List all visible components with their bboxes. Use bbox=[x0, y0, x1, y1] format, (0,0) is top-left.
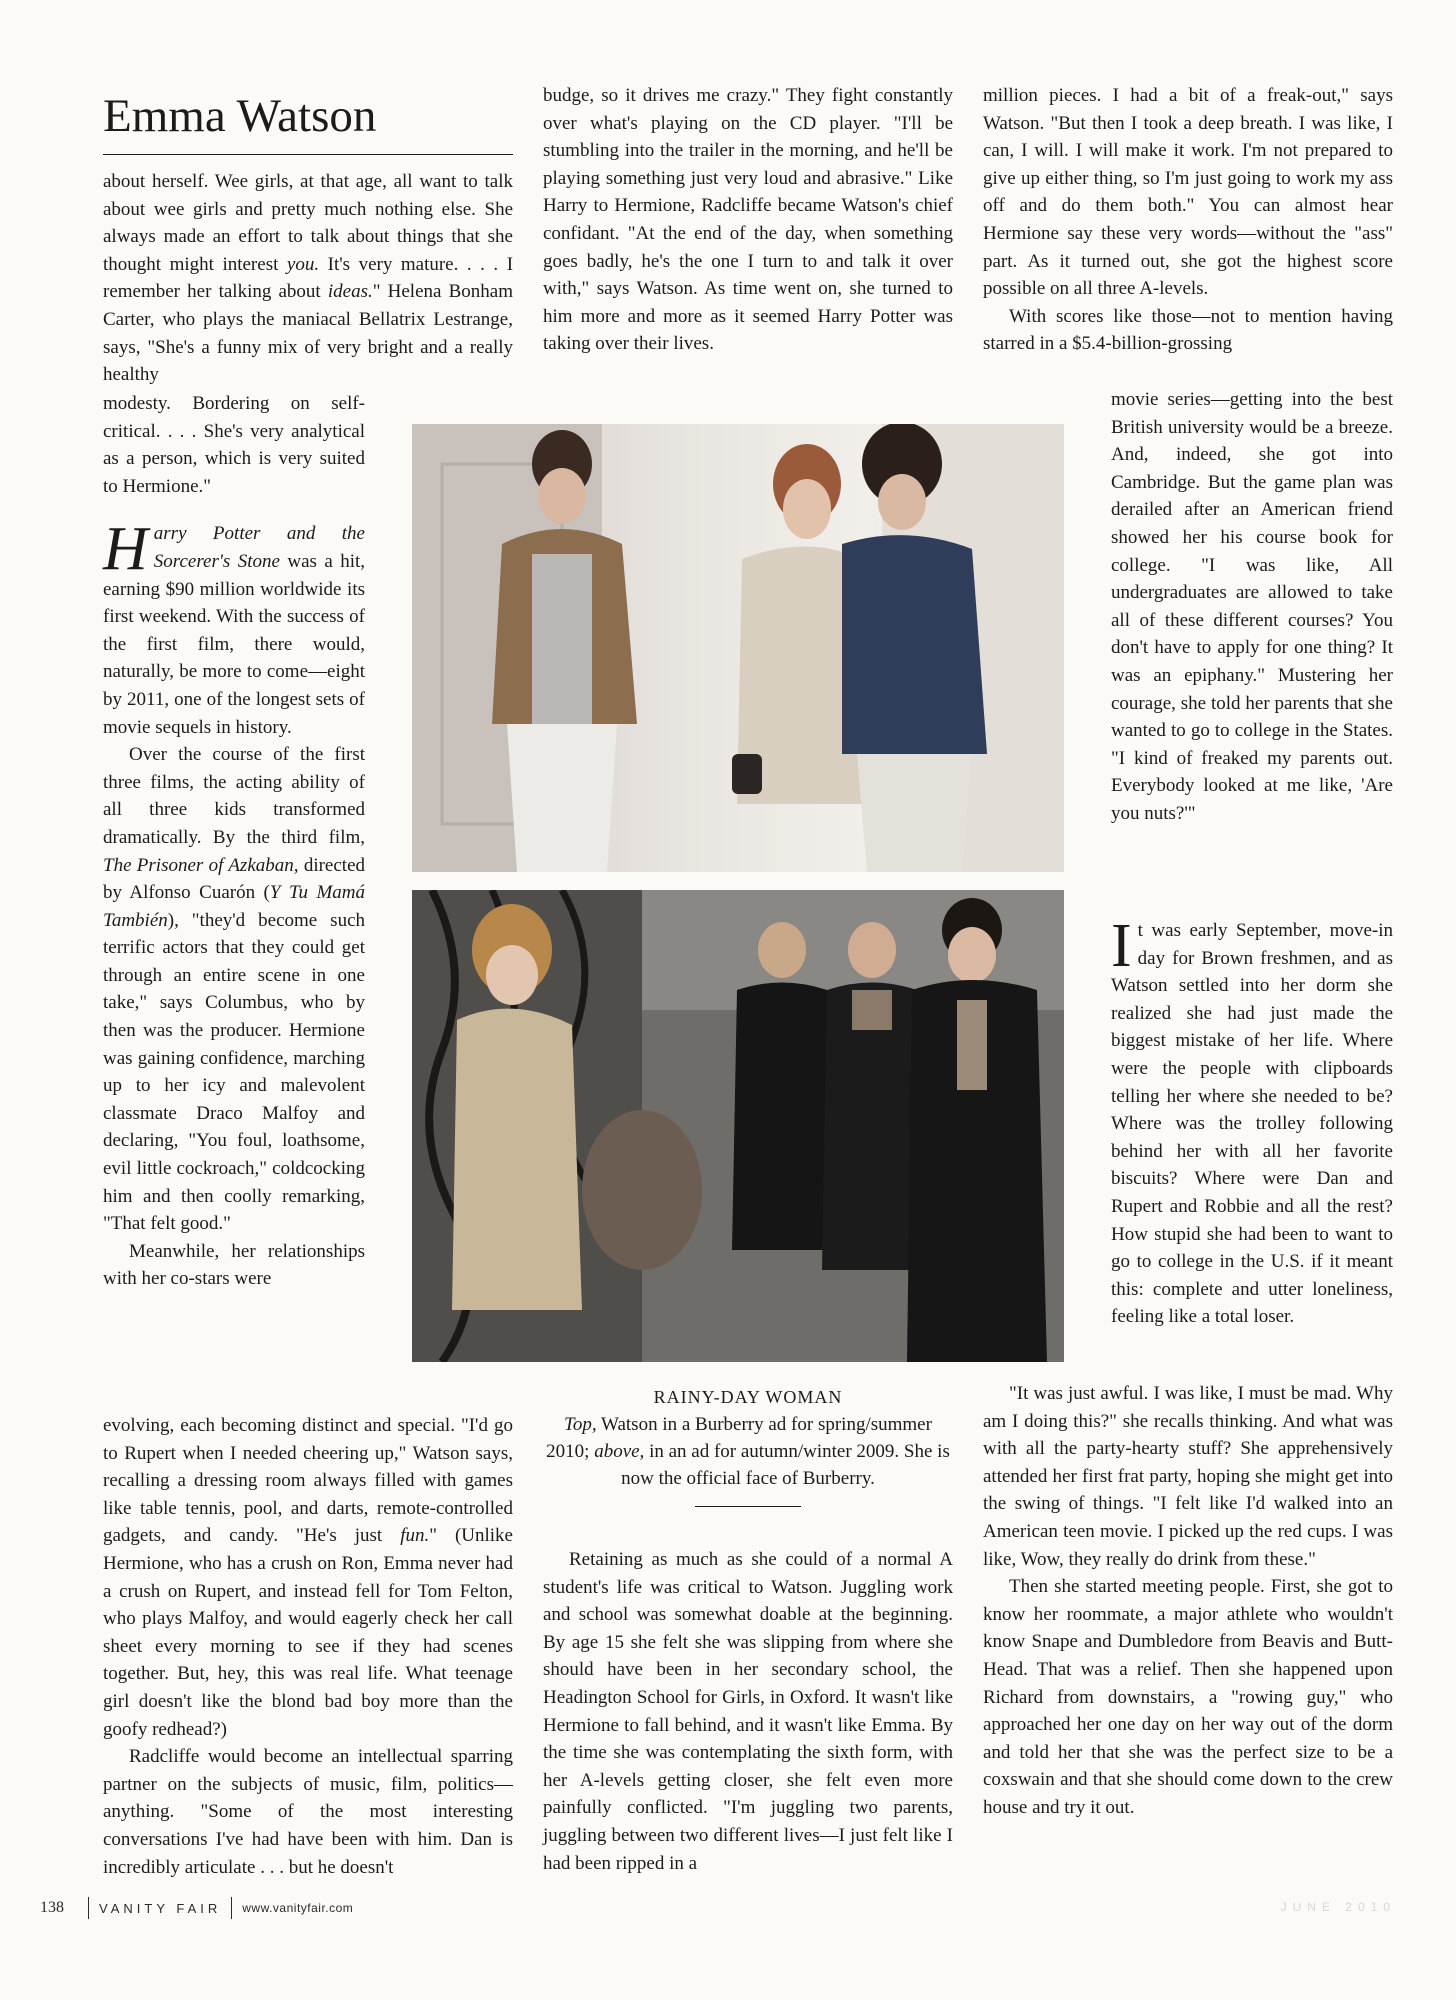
text-em: The Prisoner of Azkaban, bbox=[103, 854, 299, 876]
text-run: in an ad for autumn/winter 2009. She is now the official face of Burberry. bbox=[621, 1441, 950, 1489]
article-title: Emma Watson bbox=[103, 88, 513, 155]
paragraph: budge, so it drives me crazy." They fight constantly over what's playing on the CD player. "I'll be stumbling into the trailer in the morning, and he'll be playing something just very loud and abrasive." Like Harry to Hermione, Radcliffe became Watson's chief confidant. "At the end of the day, when something goes badly, he's the one I turn to and talk it over with," says Watson. As time went on, she turned to him more and more as it seemed Harry Potter was taking over their lives. bbox=[543, 85, 953, 355]
column-2-top-text bbox=[543, 82, 953, 358]
caption-headline: RAINY-DAY WOMAN bbox=[653, 1387, 843, 1407]
footer-divider bbox=[88, 1897, 89, 1919]
text-run: directed by Alfonso Cuarón ( bbox=[103, 854, 365, 904]
text-run: " Helena Bonham Carter, who plays the maniacal Bellatrix Lestrange, says, "She's a funny mix of very bright and a really healthy bbox=[103, 281, 513, 386]
caption-divider bbox=[695, 1506, 801, 1507]
caption-text bbox=[543, 1411, 953, 1492]
paragraph: million pieces. I had a bit of a freak-out," says Watson. "But then I took a deep breath. I was like, I can, I will. I will make it work. I'm not prepared to give up either thing, so I'm just going to work my ass off and do them both." You can almost hear Hermione say these very words—without the "ass" part. As it turned out, she got the highest score possible on all three A-levels. bbox=[983, 85, 1393, 300]
photo-caption bbox=[543, 1384, 953, 1507]
photo-illustration bbox=[412, 424, 1064, 872]
page-number: 138 bbox=[40, 1899, 64, 1916]
text-em: you. bbox=[286, 253, 320, 275]
column-1-top-text bbox=[103, 168, 513, 389]
text-em: above, bbox=[594, 1441, 645, 1462]
column-3-narrow-text bbox=[1111, 386, 1393, 828]
text-em: ideas. bbox=[327, 281, 373, 303]
paragraph: modesty. Bordering on self-critical. . . . She's very analytical as a person, which is very suited to Hermione." bbox=[103, 393, 365, 497]
magazine-name: VANITY FAIR bbox=[99, 1900, 222, 1916]
column-3-narrow-text-2 bbox=[1111, 912, 1393, 1331]
page-footer bbox=[40, 1896, 353, 1920]
text-run: was a hit, earning $90 million worldwide its first weekend. With the success of the first film, there would, naturally, be more to come—eight by 2011, one of the longest sets of movie sequels in history. bbox=[103, 550, 365, 738]
paragraph: With scores like those—not to mention having starred in a $5.4-billion-grossing bbox=[983, 305, 1393, 355]
text-run: " (Unlike Hermione, who has a crush on Ron, Emma never had a crush on Rupert, and instead fell for Tom Felton, who plays Malfoy, and would eagerly check her call sheet every morning to see if they had scenes together. But, hey, this was real life. What teenage girl doesn't like the blond bad boy more than the goofy redhead?) bbox=[103, 1525, 513, 1740]
drop-cap-paragraph: It was early September, move-in day for Brown freshmen, and as Watson settled into her dorm she realized she had just made the biggest mistake of her life. Where were the people with clipboards telling her where she needed to be? Where was the trolley following behind her with all her favorite biscuits? Where were Dan and Rupert and Robbie and all the rest? How stupid she had been to want to go to college in the U.S. if it meant this: complete and utter loneliness, feeling like a total loser. bbox=[1111, 912, 1393, 1328]
text-em: Y Tu Mamá También bbox=[103, 882, 365, 931]
footer-divider bbox=[231, 1897, 232, 1919]
column-3-bottom-text bbox=[983, 1380, 1393, 1822]
column-3-top-text bbox=[983, 82, 1393, 358]
text-run: evolving, each becoming distinct and special. "I'd go to Rupert when I needed cheering up," Watson says, recalling a dressing room always filled with games like table tennis, pool, and darts, remote-controlled gadgets, and candy. "He's just bbox=[103, 1415, 513, 1547]
paragraph: Then she started meeting people. First, she got to know her roommate, a major athlete who wouldn't know Snape and Dumbledore from Beavis and Butt-Head. That was a relief. Then she happened upon Richard from downstairs, a "rowing guy," who approached her one day on her way out of the dorm and told her that she was the perfect size to be a coxswain and that she should come down to the crew house and try it out. bbox=[983, 1576, 1393, 1818]
text-run: Watson in a Burberry ad for spring/summer 2010; bbox=[546, 1414, 932, 1462]
magazine-url[interactable]: www.vanityfair.com bbox=[242, 1901, 354, 1915]
text-em: Harry Potter and the Sorcerer's Stone bbox=[103, 515, 365, 584]
paragraph: Retaining as much as she could of a normal A student's life was critical to Watson. Juggling work and school was somewhat doable at the beginning. By age 15 she felt she was slipping from where she should have been in her secondary school, the Headington School for Girls, in Oxford. It wasn't like Hermione to fall behind, and it wasn't like Emma. By the time she was contemplating the sixth form, with her A-levels getting closer, she felt even more painfully conflicted. "I'm juggling two parents, juggling between two different lives—I just felt like I had been ripped in a bbox=[543, 1549, 953, 1874]
drop-cap-paragraph bbox=[103, 515, 365, 741]
paragraph: "It was just awful. I was like, I must be mad. Why am I doing this?" she recalls thinking. And what was with all the party-hearty stuff? She apprehensively attended her first frat party, hoping she might get into the swing of things. "I felt like I'd walked into an American teen movie. I picked up the red cups. I was like, Wow, they really do drink from these." bbox=[983, 1383, 1393, 1570]
column-2-bottom-text bbox=[543, 1546, 953, 1877]
issue-date: JUNE 2010 bbox=[1280, 1900, 1396, 1914]
photo-illustration bbox=[412, 890, 1064, 1362]
paragraph: Radcliffe would become an intellectual sparring partner on the subjects of music, film, politics—anything. "Some of the most interesting conversations I've had have been with him. Dan is incredibly articulate . . . but he doesn't bbox=[103, 1746, 513, 1878]
text-em: fun. bbox=[400, 1525, 430, 1547]
column-1-bottom-text bbox=[103, 1412, 513, 1881]
text-run: Over the course of the first three films, the acting ability of all three kids transformed dramatically. By the third film, bbox=[103, 744, 365, 848]
burberry-ad-photo-bottom bbox=[412, 890, 1064, 1362]
text-em: Top, bbox=[564, 1414, 597, 1435]
text-run: It's very mature. . . . I remember her talking about bbox=[103, 253, 514, 303]
burberry-ad-photo-top bbox=[412, 424, 1064, 872]
text-run: about herself. Wee girls, at that age, all want to talk about wee girls and pretty much nothing else. She always made an effort to talk about things that she thought might interest bbox=[103, 171, 513, 275]
text-run: ), "they'd become such terrific actors that they could get through an entire scene in one take," says Columbus, who by then was the producer. Hermione was gaining confidence, marching up to her icy and malevolent classmate Draco Malfoy and declaring, "You foul, loathsome, evil little cockroach," coldcocking him and then coolly remarking, "That felt good." bbox=[103, 909, 365, 1235]
paragraph: Meanwhile, her relationships with her co-stars were bbox=[103, 1240, 365, 1290]
paragraph bbox=[103, 741, 365, 1238]
paragraph: movie series—getting into the best British university would be a breeze. And, indeed, she got into Cambridge. But the game plan was derailed after an American friend showed her his course book for college. "I was like, All undergraduates are allowed to take all of these different courses? You don't have to apply for one thing? It was an epiphany." Mustering her courage, she told her parents that she wanted to go to college in the States. "I kind of freaked my parents out. Everybody looked at me like, 'Are you nuts?'" bbox=[1111, 389, 1393, 824]
column-1-narrow-text bbox=[103, 390, 365, 1293]
